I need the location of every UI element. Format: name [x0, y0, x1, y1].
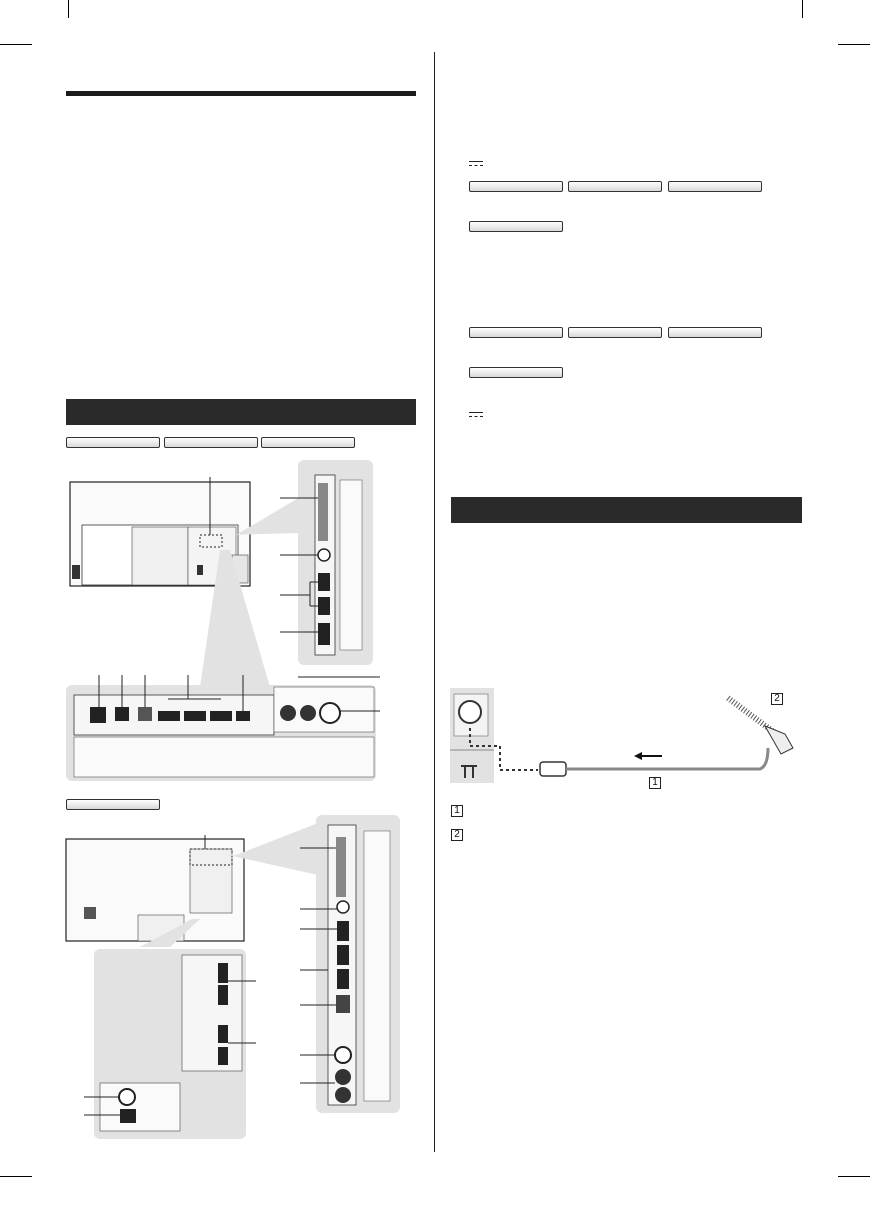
- tv-rear-figure-b: [60, 815, 405, 1140]
- callout-number: 1: [649, 777, 661, 789]
- model-tag: [469, 221, 563, 232]
- dc-symbol-icon: [469, 412, 483, 418]
- dc-symbol-icon: [469, 161, 483, 167]
- model-tag: [469, 181, 563, 192]
- crop-mark: [802, 0, 803, 18]
- column-divider: [434, 52, 435, 1152]
- crop-mark: [68, 0, 69, 18]
- section-header-bar: [66, 399, 416, 425]
- antenna-connection-figure: [450, 688, 810, 788]
- tv-rear-figure-a: [60, 455, 380, 785]
- heading-rule: [66, 91, 416, 96]
- callout-number: 2: [771, 693, 783, 705]
- model-tag: [469, 367, 563, 378]
- model-tag: [66, 437, 160, 448]
- model-tag: [668, 327, 762, 338]
- model-tag: [261, 437, 355, 448]
- legend-number: 1: [451, 805, 463, 817]
- crop-mark: [838, 44, 870, 45]
- model-tag: [568, 327, 662, 338]
- model-tag: [164, 437, 258, 448]
- crop-mark: [0, 44, 32, 45]
- model-tag: [469, 327, 563, 338]
- model-tag: [66, 799, 160, 810]
- model-tag: [568, 181, 662, 192]
- crop-mark: [0, 1176, 32, 1177]
- section-header-bar: [451, 497, 802, 523]
- model-tag: [668, 181, 762, 192]
- crop-mark: [838, 1176, 870, 1177]
- legend-number: 2: [451, 829, 463, 841]
